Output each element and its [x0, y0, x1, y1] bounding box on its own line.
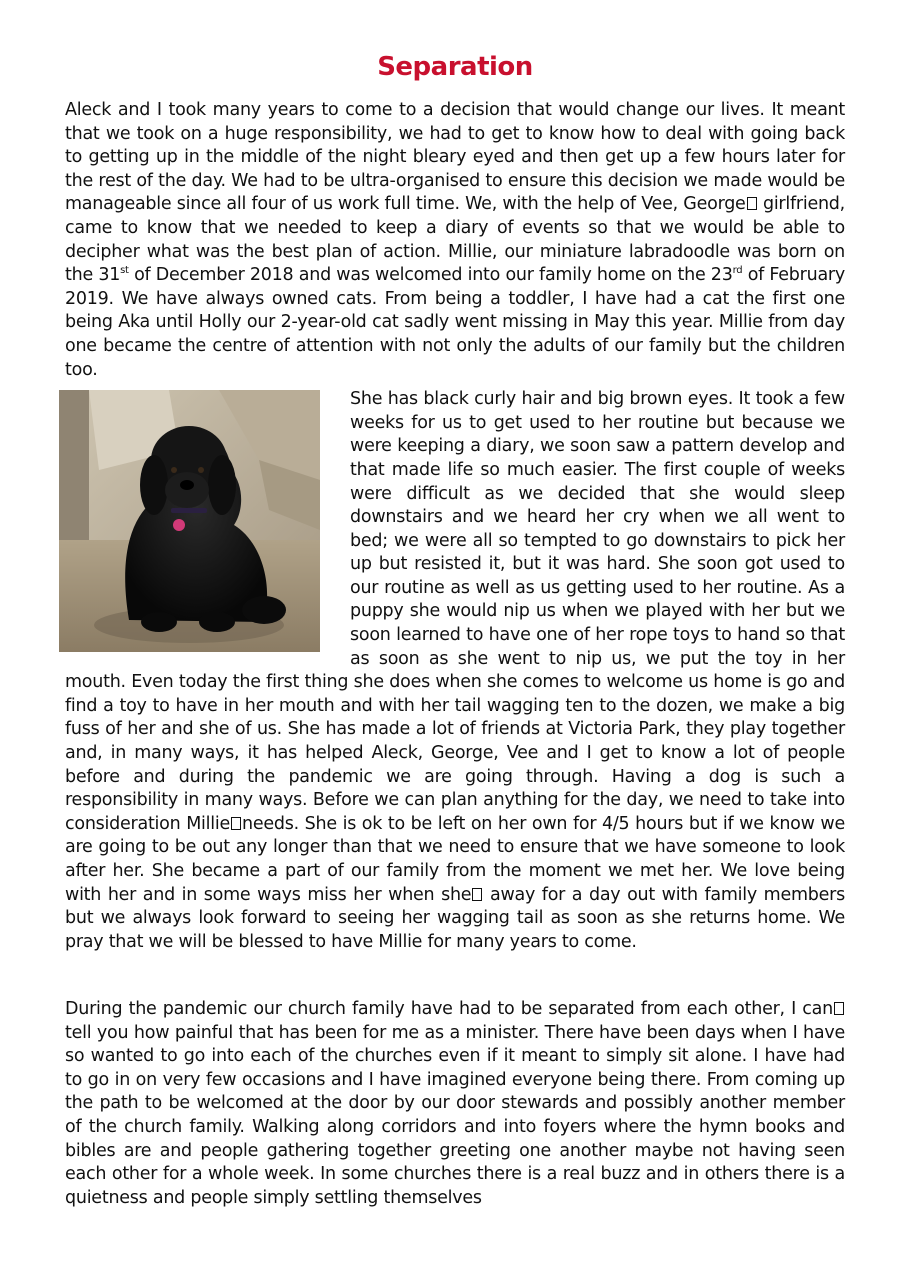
text-run: She has black curly hair and big brown eyes. It took a few weeks for us to get used to her routine but because we were keeping a diary, we soon saw a pattern develop and that made life so much easier. The first couple of weeks were difficult as we decided that she would sleep downstairs and we heard her cry when we all went to bed; we were all so tempted to go downstairs to pick her up but resisted it, but it was hard. She soon got used to our routine as well as us getting used to her routine. As a puppy she would nip us when we played with her but we soon learned to have one of her rope toys to hand so that as soon as she went to nip us, we put the toy in her mouth. Even today the first thing she does when she comes to welcome us home is go and find a toy to have in her mouth and with her tail wagging ten to the dozen, we make a big fuss of her and she of us. She has made a lot of friends at Victoria Park, they play together and, in many ways, it has helped Aleck, George, Vee and I get to know a lot of people before and during the pandemic we are going through. Having a dog is such a responsibility in many ways. Before we can plan anything for the day, we need to take into consideration Millie — [65, 389, 845, 834]
text-run: of December 2018 and was welcomed into our family home on the 23 — [128, 265, 733, 286]
text-run: During the pandemic our church family have had to be separated from each other, I can — [65, 999, 833, 1019]
dog-photo — [59, 390, 320, 652]
page-title: Separation — [377, 52, 533, 82]
text-run: of February 2019. We have always owned cats. From being a toddler, I have had a cat the first one being Aka until Holly our 2-year-old cat sadly went missing in May this year. Millie from day one became the centre of attention with not only the adults of our family but the children too. — [65, 265, 845, 380]
text-run: needs. She is ok to be left on her own for 4/5 hours but if we know we are going to be out any longer than that we need to ensure that we have someone to look after her. She became a part of our family from the moment we met her. We love being with her and in some ways miss her when she — [65, 813, 846, 905]
missing-glyph-icon — [231, 817, 241, 830]
text-run: tell you how painful that has been for me as a minister. There have been days when I have so wanted to go into each of the churches even if it meant to simply sit alone. I have had to go in on very few occasions and I have imagined everyone being there. From coming up the path to be welcomed at the door by our door stewards and possibly another member of the church family. Walking along corridors and into foyers where the hymn books and bibles are and people gathering together greeting one another maybe not having seen each other for a whole week. In some churches there is a real buzz and in others there is a quietness and people simply settling themselves — [65, 1022, 845, 1208]
missing-glyph-icon — [834, 1002, 844, 1015]
paragraph-pandemic — [65, 998, 845, 1210]
ordinal-suffix: rd — [732, 265, 743, 277]
article-body — [65, 99, 845, 954]
missing-glyph-icon — [747, 197, 757, 210]
missing-glyph-icon — [472, 888, 482, 901]
text-run: Aleck and I took many years to come to a decision that would change our lives. It meant that we took on a huge responsibility, we had to get to know how to deal with going back to getting up in the middle of the night bleary eyed and then get up a few hours later for the rest of the day. We had to be ultra-organised to ensure this decision we made would be manageable since all four of us work full time. We, with the help of Vee, George — [65, 100, 845, 215]
ordinal-suffix: st — [120, 265, 129, 277]
text-run: away for a day out with family members but we always look forward to seeing her wagging tail as soon as she returns home. We pray that we will be blessed to have Millie for many years to come. — [65, 884, 845, 952]
text-run: girlfriend, came to know that we needed to keep a diary of events so that we would be able to decipher what was the best plan of action. Millie, our miniature labradoodle was born on the 31 — [65, 194, 845, 286]
paragraph-intro — [65, 99, 845, 382]
article-body-continued — [65, 998, 845, 1210]
paragraph-millie — [65, 388, 845, 954]
